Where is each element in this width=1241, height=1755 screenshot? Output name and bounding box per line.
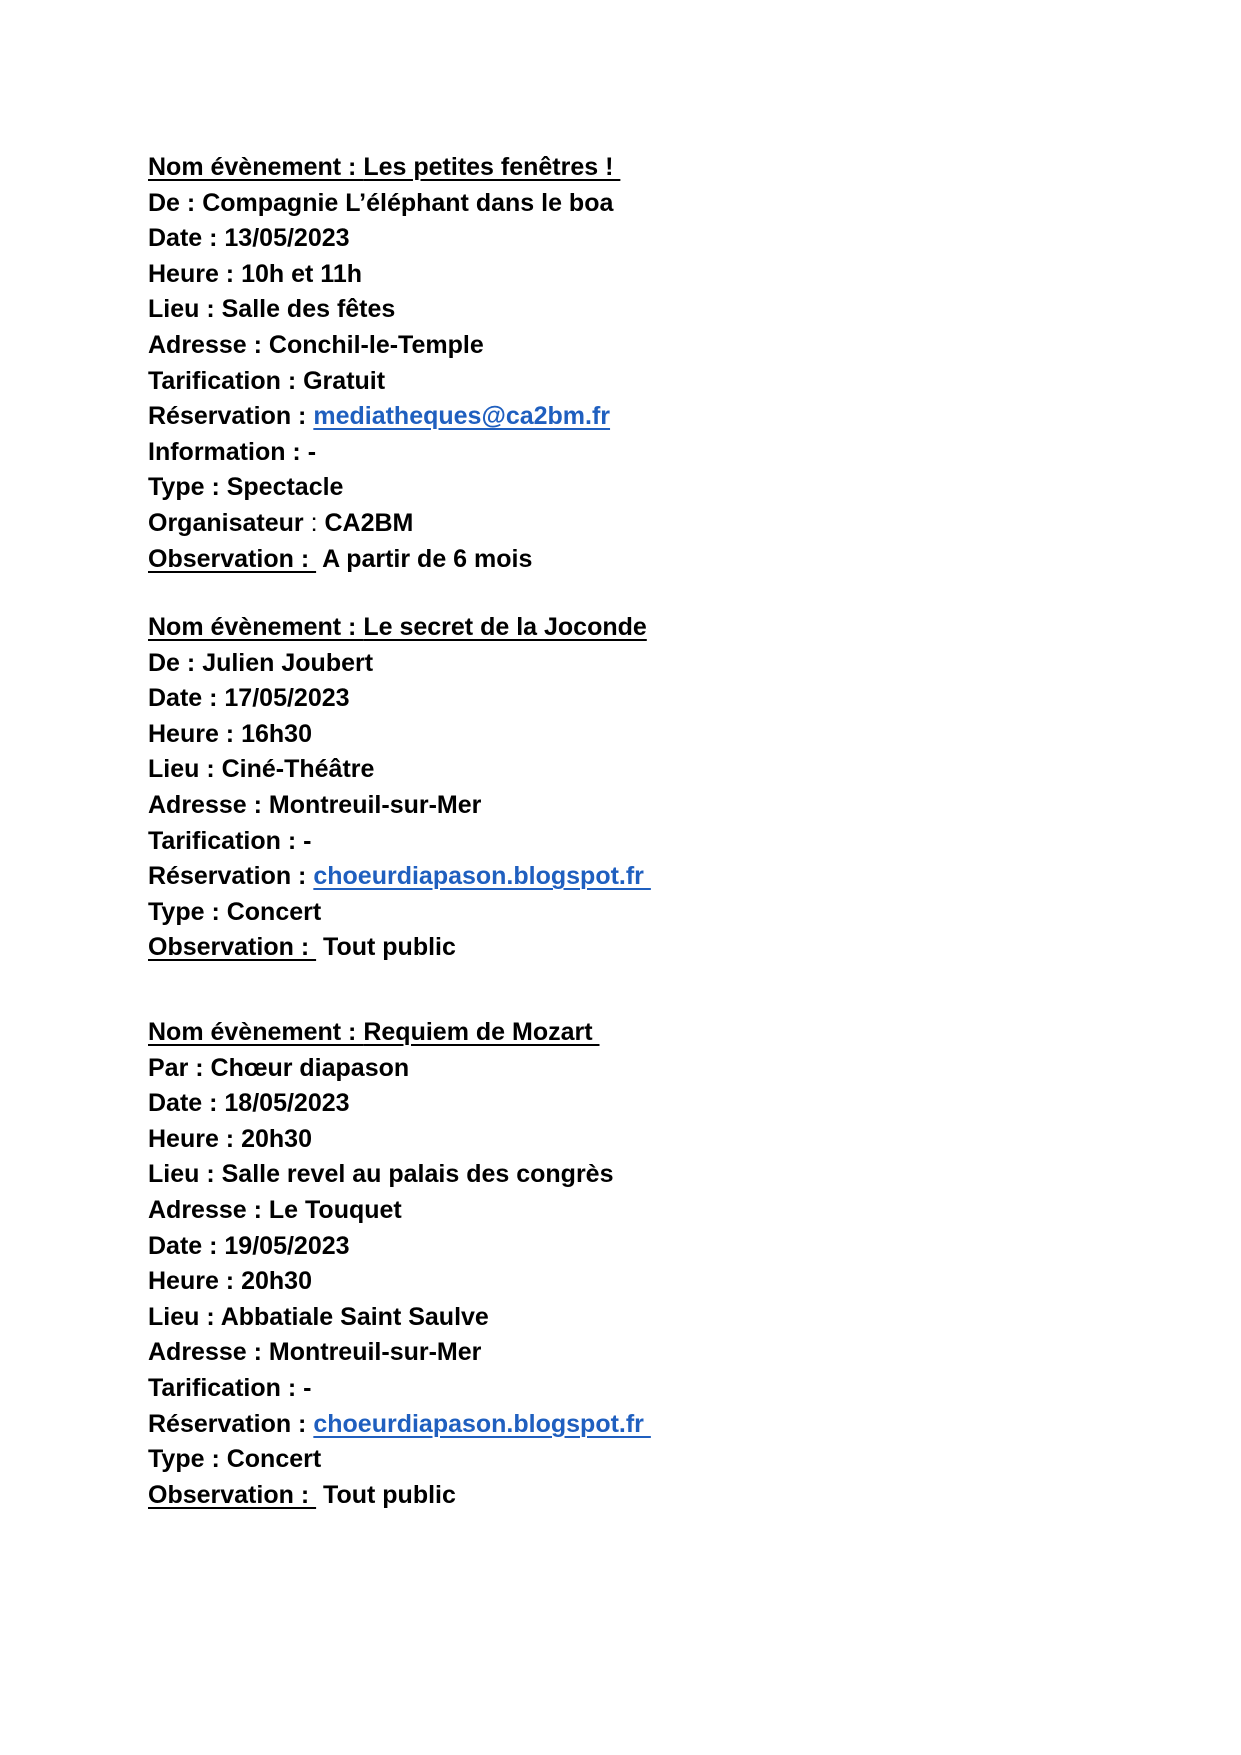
event-address xyxy=(148,1193,1048,1229)
field-label: Heure : xyxy=(148,1267,242,1296)
event-venue xyxy=(148,1300,1048,1336)
event-organizer xyxy=(148,506,1048,542)
event-title-value: Le secret de la Joconde xyxy=(363,613,647,641)
event-information xyxy=(148,435,1048,471)
event-time xyxy=(148,717,1048,753)
event-block xyxy=(148,610,1048,966)
field-label: Date : xyxy=(148,1089,225,1118)
field-value: Tout public xyxy=(323,1480,456,1509)
field-label: Heure : xyxy=(148,1124,242,1153)
field-value: Chœur diapason xyxy=(210,1053,410,1082)
field-value: Concert xyxy=(226,897,322,926)
event-pricing xyxy=(148,1371,1048,1407)
field-value: - xyxy=(303,826,312,855)
field-label: Date : xyxy=(148,1231,225,1260)
field-value: Salle des fêtes xyxy=(221,295,396,324)
field-label: De : xyxy=(148,188,203,217)
field-label: Type : xyxy=(148,897,227,926)
field-label: Adresse : xyxy=(148,790,269,819)
field-value: 20h30 xyxy=(241,1267,312,1296)
field-value: Concert xyxy=(226,1445,322,1474)
field-label: Lieu : xyxy=(148,295,222,324)
event-type xyxy=(148,895,1048,931)
field-value: Montreuil-sur-Mer xyxy=(268,1338,482,1367)
reservation-website-link[interactable]: choeurdiapason.blogspot.fr xyxy=(313,862,651,891)
field-value: 10h et 11h xyxy=(241,259,362,288)
field-value: 19/05/2023 xyxy=(224,1231,350,1260)
field-label: Observation : xyxy=(148,933,317,962)
field-label: Réservation : xyxy=(148,862,314,891)
event-title xyxy=(148,150,1048,186)
field-label: Lieu : xyxy=(148,1160,222,1189)
event-title-label: Nom évènement : xyxy=(148,613,364,641)
field-value: Le Touquet xyxy=(268,1195,402,1224)
event-block xyxy=(148,1015,1048,1513)
event-title xyxy=(148,610,1048,646)
event-pricing xyxy=(148,824,1048,860)
field-value: CA2BM xyxy=(324,508,414,537)
event-type xyxy=(148,470,1048,506)
event-address xyxy=(148,328,1048,364)
field-value: Tout public xyxy=(323,933,456,962)
event-block xyxy=(148,150,1048,577)
event-observation xyxy=(148,1478,1048,1514)
field-label: Observation : xyxy=(148,1480,317,1509)
event-performer xyxy=(148,186,1048,222)
field-value: Montreuil-sur-Mer xyxy=(268,790,482,819)
field-value: Ciné-Théâtre xyxy=(221,755,375,784)
field-label: Lieu : xyxy=(148,755,222,784)
field-label: Heure : xyxy=(148,259,242,288)
event-title-label: Nom évènement : xyxy=(148,153,364,181)
field-label: Tarification : xyxy=(148,826,304,855)
event-date xyxy=(148,681,1048,717)
field-value: - xyxy=(307,437,317,466)
event-title-label: Nom évènement : xyxy=(148,1018,364,1046)
field-value: - xyxy=(303,1373,312,1402)
field-value: Gratuit xyxy=(303,366,386,395)
event-address xyxy=(148,788,1048,824)
field-label: Adresse : xyxy=(148,330,269,359)
event-type xyxy=(148,1442,1048,1478)
field-value: Salle revel au palais des congrès xyxy=(221,1160,614,1189)
event-time xyxy=(148,1264,1048,1300)
event-date xyxy=(148,1229,1048,1265)
field-label: Date : xyxy=(148,224,225,253)
field-label: Heure : xyxy=(148,719,242,748)
event-observation xyxy=(148,930,1048,966)
field-value: Conchil-le-Temple xyxy=(268,330,484,359)
event-title-value: Les petites fenêtres ! xyxy=(363,153,621,181)
field-label: Organisateur xyxy=(148,508,311,537)
field-label: Type : xyxy=(148,473,227,502)
field-label: Réservation : xyxy=(148,402,314,431)
field-label: Tarification : xyxy=(148,366,304,395)
field-value: Abbatiale Saint Saulve xyxy=(220,1302,489,1331)
event-venue xyxy=(148,752,1048,788)
event-title xyxy=(148,1015,1048,1051)
field-label: Date : xyxy=(148,684,225,713)
field-label: De : xyxy=(148,648,203,677)
event-reservation xyxy=(148,859,1048,895)
event-address xyxy=(148,1335,1048,1371)
event-pricing xyxy=(148,364,1048,400)
field-label: Réservation : xyxy=(148,1409,314,1438)
event-time xyxy=(148,1122,1048,1158)
field-value: 17/05/2023 xyxy=(224,684,350,713)
event-venue xyxy=(148,1157,1048,1193)
event-reservation xyxy=(148,1407,1048,1443)
field-value: 20h30 xyxy=(241,1124,312,1153)
field-label: Adresse : xyxy=(148,1338,269,1367)
event-performer xyxy=(148,646,1048,682)
reservation-website-link[interactable]: choeurdiapason.blogspot.fr xyxy=(313,1409,651,1438)
event-reservation xyxy=(148,399,1048,435)
field-value: Julien Joubert xyxy=(202,648,374,677)
field-label: Par : xyxy=(148,1053,211,1082)
field-label: Observation : xyxy=(148,544,317,573)
field-label: Type : xyxy=(148,1445,227,1474)
field-label: Information : xyxy=(148,437,308,466)
field-separator: : xyxy=(310,508,325,537)
field-value: 13/05/2023 xyxy=(224,224,350,253)
reservation-email-link[interactable]: mediatheques@ca2bm.fr xyxy=(313,402,611,431)
event-observation xyxy=(148,542,1048,578)
event-time xyxy=(148,257,1048,293)
event-date xyxy=(148,221,1048,257)
field-label: Adresse : xyxy=(148,1195,269,1224)
field-label: Lieu : xyxy=(148,1302,221,1331)
field-label: Tarification : xyxy=(148,1373,304,1402)
event-title-value: Requiem de Mozart xyxy=(363,1018,600,1046)
field-value: 16h30 xyxy=(241,719,312,748)
field-value: A partir de 6 mois xyxy=(322,544,533,573)
field-value: 18/05/2023 xyxy=(224,1089,350,1118)
field-value: Spectacle xyxy=(226,473,344,502)
event-venue xyxy=(148,292,1048,328)
event-performer xyxy=(148,1051,1048,1087)
event-date xyxy=(148,1086,1048,1122)
field-value: Compagnie L’éléphant dans le boa xyxy=(202,188,614,217)
